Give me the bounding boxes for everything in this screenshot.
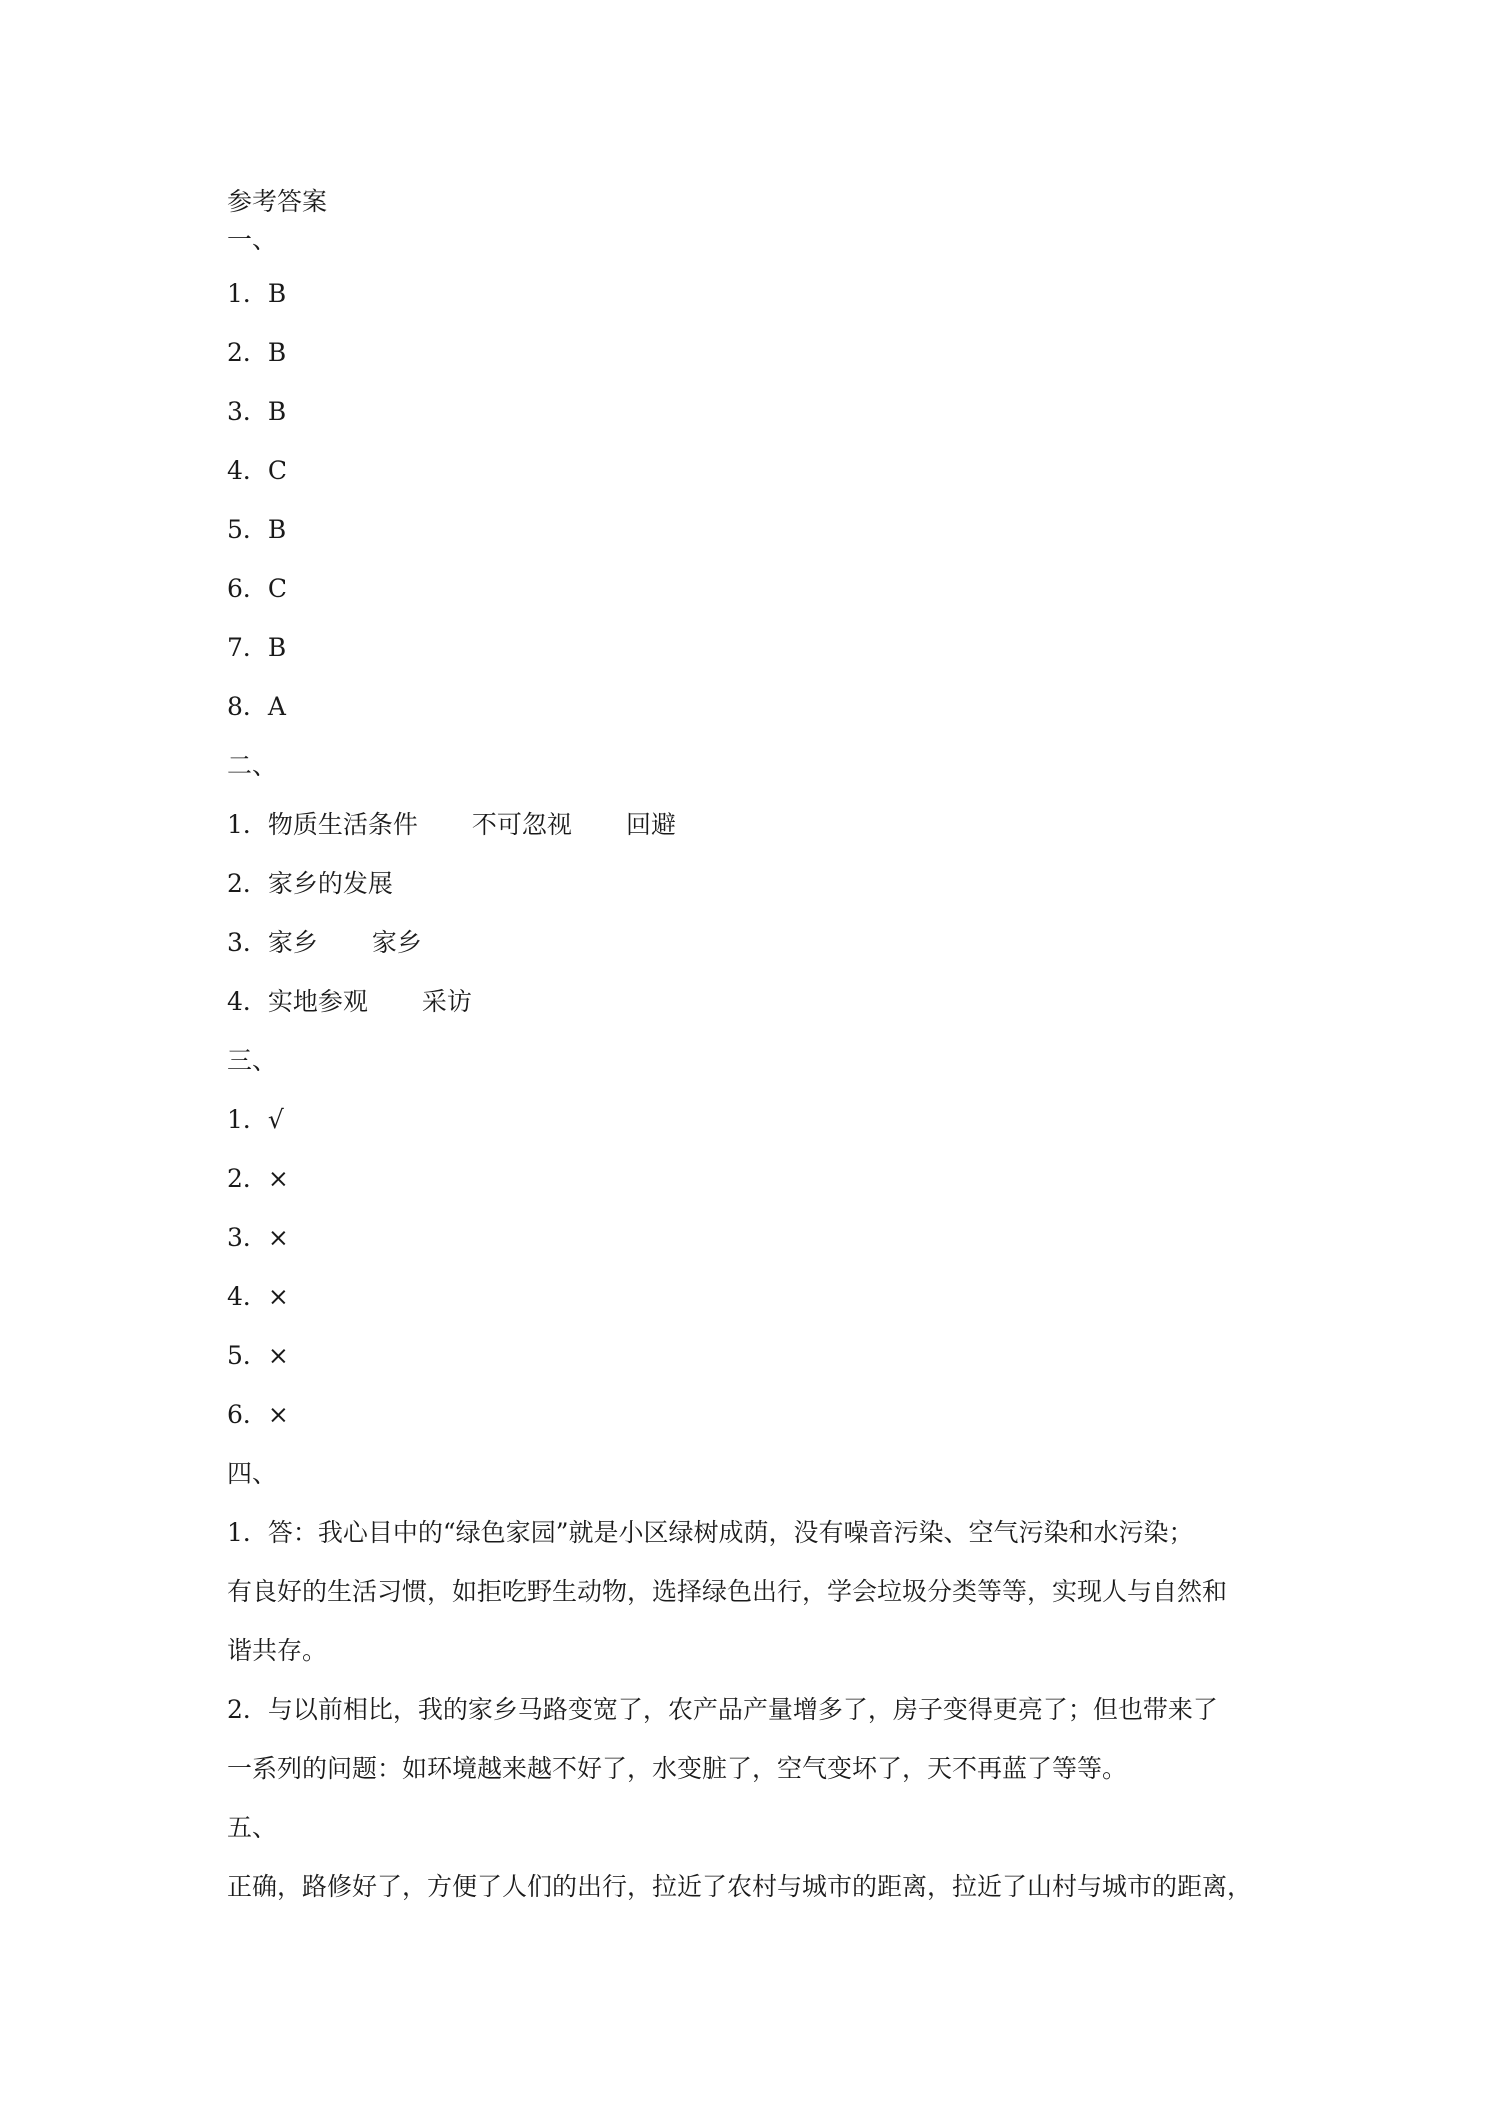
page-title: 参考答案 [227,187,328,216]
answer-2-1-blank-c: 回避 [625,810,676,839]
answer-1-3: 3．B [227,397,287,426]
answer-2-4 [227,972,1277,1031]
answer-4-line-4: 2．与以前相比，我的家乡马路变宽了，农产品产量增多了，房子变得更亮了；但也带来了 [227,1695,1218,1724]
answer-5-line-1: 正确，路修好了，方便了人们的出行，拉近了农村与城市的距离，拉近了山村与城市的距离， [227,1872,1253,1901]
answer-2-4-blank-a: 实地参观 [267,987,368,1016]
answer-4-line-2: 有良好的生活习惯，如拒吃野生动物，选择绿色出行，学会垃圾分类等等，实现人与自然和 [227,1577,1228,1606]
answer-2-3-number: 3． [227,928,268,957]
answer-2-1-blank-a: 物质生活条件 [267,810,418,839]
answer-2-2-number: 2． [227,869,268,898]
answer-3-4: 4．× [227,1282,289,1311]
answer-2-1 [227,795,1277,854]
answer-1-4: 4．C [227,456,288,485]
answer-1-7: 7．B [227,633,287,662]
section-2-heading: 二、 [227,751,278,780]
answer-2-3 [227,913,1277,972]
answer-1-6: 6．C [227,574,288,603]
answer-4-line-5: 一系列的问题：如环境越来越不好了，水变脏了，空气变坏了，天不再蓝了等等。 [227,1754,1128,1783]
answer-1-1: 1．B [227,279,287,308]
answer-1-8: 8．A [227,692,286,721]
answer-3-5: 5．× [227,1341,289,1370]
answer-3-2: 2．× [227,1164,289,1193]
answer-2-4-blank-b: 采访 [421,987,472,1016]
section-5-heading: 五、 [227,1813,278,1842]
answer-1-2: 2．B [227,338,287,367]
section-4-heading: 四、 [227,1459,278,1488]
answer-2-3-blank-b: 家乡 [371,928,422,957]
answer-3-1: 1．√ [227,1105,284,1134]
answer-2-4-number: 4． [227,987,268,1016]
answer-2-3-blank-a: 家乡 [267,928,318,957]
answer-2-2-blank-a: 家乡的发展 [267,869,393,898]
answer-3-6: 6．× [227,1400,289,1429]
answer-2-1-number: 1． [227,810,268,839]
answer-4-line-3: 谐共存。 [227,1636,328,1665]
section-3-heading: 三、 [227,1046,278,1075]
answer-2-2 [227,854,1277,913]
answer-document [227,180,1277,1916]
answer-3-3: 3．× [227,1223,289,1252]
answer-1-5: 5．B [227,515,287,544]
answer-4-line-1: 1．答：我心目中的“绿色家园”就是小区绿树成荫，没有噪音污染、空气污染和水污染； [227,1518,1194,1547]
answer-2-1-blank-b: 不可忽视 [471,810,572,839]
section-1-heading: 一、 [227,225,278,254]
